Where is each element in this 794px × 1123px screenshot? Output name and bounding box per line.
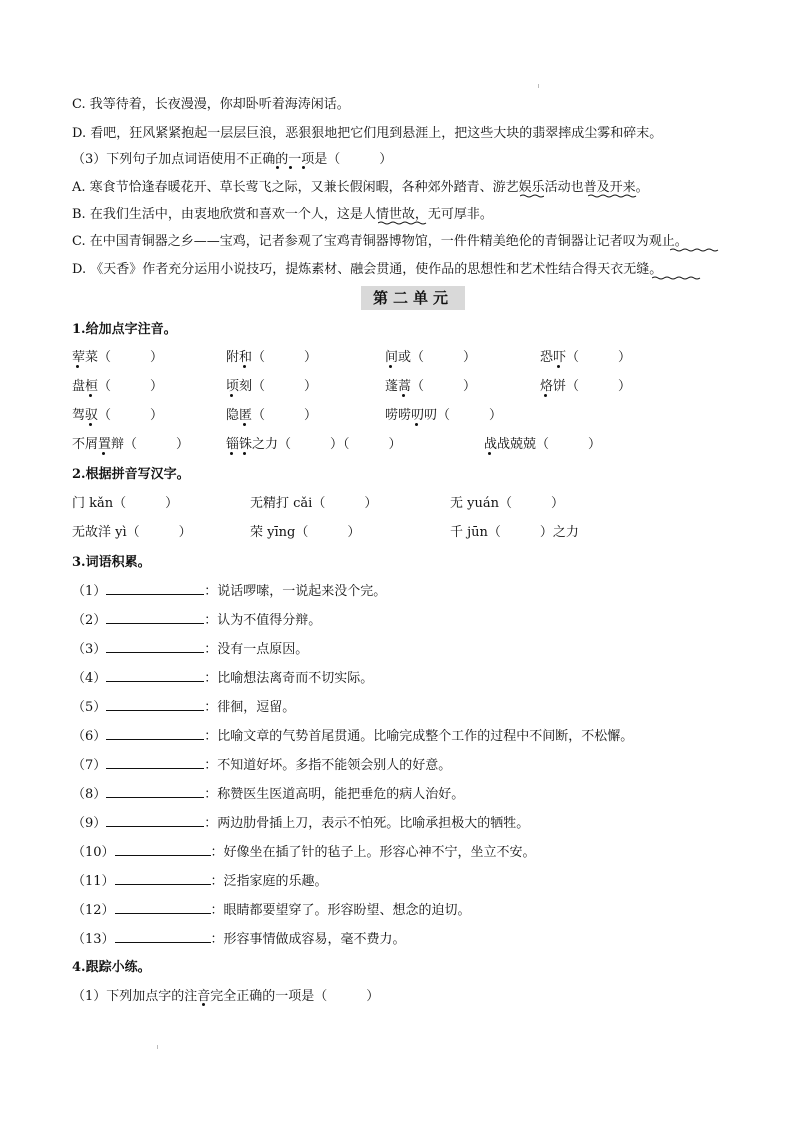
vocab-item: （2） ：认为不值得分辩。: [72, 613, 322, 628]
pinyin-item: 烙饼（ ）: [540, 379, 632, 394]
pinyin-item: 驾驭（ ）: [72, 408, 164, 423]
answer-blank[interactable]: [115, 844, 211, 856]
hanzi-item: 千 jūn（ ）之力: [450, 525, 579, 540]
vocab-item: （4） ：比喻想法离奇而不切实际。: [72, 671, 374, 686]
section-1-heading: 1.给加点字注音。: [72, 322, 177, 337]
emphasis-wave: [378, 221, 430, 225]
option-d-line: D. 看吧，狂风紧紧抱起一层层巨浪，恶狠狠地把它们甩到悬涯上，把这些大块的翡翠摔成尘雾和碎末。: [72, 126, 663, 141]
q3-option-c: C. 在中国青铜器之乡——宝鸡，记者参观了宝鸡青铜器博物馆，一件件精美绝伦的青铜器让记者叹为观止。: [72, 234, 688, 249]
emphasis-wave: [588, 194, 640, 198]
section-4-heading: 4.跟踪小练。: [72, 960, 151, 975]
answer-blank[interactable]: [106, 612, 204, 624]
pinyin-item: 顷刻（ ）: [226, 379, 318, 394]
answer-blank[interactable]: [115, 931, 211, 943]
pinyin-item: 蓬蒿（ ）: [385, 379, 477, 394]
vocab-item: （9） ：两边肋骨插上刀，表示不怕死。比喻承担极大的牺牲。: [72, 816, 530, 831]
emphasis-wave: [520, 194, 544, 198]
answer-blank[interactable]: [106, 641, 204, 653]
emphasis-wave: [670, 248, 722, 252]
vocab-item: （6） ：比喻文章的气势首尾贯通。比喻完成整个工作的过程中不间断，不松懈。: [72, 729, 634, 744]
pinyin-item: 荤菜（ ）: [72, 350, 164, 365]
scan-mark: [538, 84, 539, 88]
hanzi-item: 无 yuán（ ）: [450, 496, 564, 511]
emphasis-wave: [652, 276, 704, 280]
pinyin-item: 盘桓（ ）: [72, 379, 164, 394]
vocab-item: （13） ：形容事情做成容易，毫不费力。: [72, 932, 406, 947]
hanzi-item: 荣 yīng（ ）: [250, 525, 361, 540]
hanzi-item: 无精打 cǎi（ ）: [250, 496, 378, 511]
pinyin-item: 锱铢之力（ ）（ ）: [226, 437, 402, 452]
q3-option-d: D. 《天香》作者充分运用小说技巧，提炼素材、融会贯通，使作品的思想性和艺术性结合得天衣无缝。: [72, 262, 663, 277]
vocab-item: （5） ：徘徊，逗留。: [72, 700, 296, 715]
vocab-item: （11） ：泛指家庭的乐趣。: [72, 874, 328, 889]
pinyin-item: 不屑置辩（ ）: [72, 437, 190, 452]
question-4-1: （1）下列加点字的注音完全正确的一项是（ ）: [72, 989, 380, 1004]
section-2-heading: 2.根据拼音写汉字。: [72, 467, 190, 482]
scan-mark: [157, 1045, 158, 1049]
unit-title: 第二单元: [361, 286, 465, 310]
q3-option-b: B. 在我们生活中，由衷地欣赏和喜欢一个人，这是人情世故，无可厚非。: [72, 207, 493, 222]
answer-blank[interactable]: [115, 873, 211, 885]
answer-blank[interactable]: [106, 699, 204, 711]
answer-blank[interactable]: [106, 815, 204, 827]
option-c-line: C. 我等待着，长夜漫漫，你却卧听着海涛闲话。: [72, 97, 350, 112]
answer-blank[interactable]: [106, 757, 204, 769]
pinyin-item: 隐匿（ ）: [226, 408, 318, 423]
question-3-stem: （3）下列句子加点词语使用不正确的一项是（ ）: [72, 152, 393, 167]
pinyin-item: 唠唠叨叨（ ）: [385, 408, 503, 423]
answer-blank[interactable]: [106, 670, 204, 682]
answer-blank[interactable]: [106, 786, 204, 798]
hanzi-item: 门 kǎn（ ）: [72, 496, 179, 511]
pinyin-item: 恐吓（ ）: [540, 350, 632, 365]
answer-blank[interactable]: [106, 583, 204, 595]
pinyin-item: 附和（ ）: [226, 350, 318, 365]
section-3-heading: 3.词语积累。: [72, 555, 151, 570]
vocab-item: （7） ：不知道好坏。多指不能领会别人的好意。: [72, 758, 452, 773]
vocab-item: （12） ：眼睛都要望穿了。形容盼望、想念的迫切。: [72, 903, 471, 918]
answer-blank[interactable]: [106, 728, 204, 740]
q3-option-a: A. 寒食节恰逢春暖花开、草长莺飞之际，又兼长假闲暇，各种郊外踏青、游艺娱乐活动也普及开来。: [72, 180, 649, 195]
vocab-item: （10） ：好像坐在插了针的毡子上。形容心神不宁，坐立不安。: [72, 845, 536, 860]
vocab-item: （8） ：称赞医生医道高明，能把垂危的病人治好。: [72, 787, 465, 802]
vocab-item: （1） ：说话啰嗦，一说起来没个完。: [72, 584, 387, 599]
pinyin-item: 间或（ ）: [385, 350, 477, 365]
hanzi-item: 无故洋 yì（ ）: [72, 525, 192, 540]
answer-blank[interactable]: [115, 902, 211, 914]
pinyin-item: 战战兢兢（ ）: [484, 437, 602, 452]
vocab-item: （3） ：没有一点原因。: [72, 642, 309, 657]
